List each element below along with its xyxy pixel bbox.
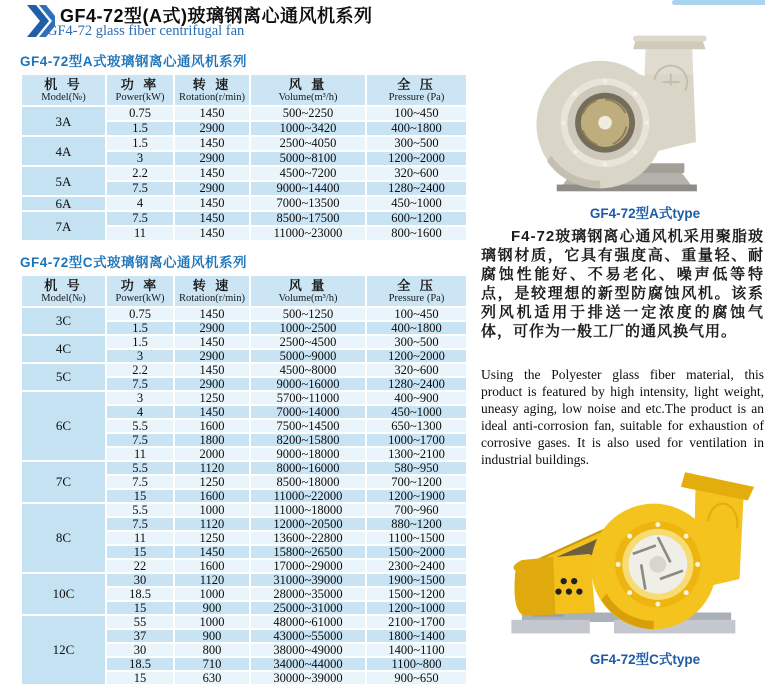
value-cell: 1000~1700 (366, 433, 467, 447)
value-cell: 1450 (174, 545, 250, 559)
value-cell: 1200~2000 (366, 349, 467, 363)
value-cell: 11000~18000 (250, 503, 366, 517)
value-cell: 2500~4500 (250, 335, 366, 349)
value-cell: 630 (174, 671, 250, 685)
table-row (21, 391, 467, 405)
value-cell: 4 (106, 405, 174, 419)
table-row (21, 461, 467, 475)
table-a-title: GF4-72型A式玻璃钢离心通风机系列 (20, 54, 248, 69)
value-cell: 38000~49000 (250, 643, 366, 657)
spec-tables-column (20, 50, 466, 686)
value-cell: 1200~1900 (366, 489, 467, 503)
value-cell: 300~500 (366, 136, 467, 151)
model-cell: 5A (21, 166, 106, 196)
table-row (21, 615, 467, 629)
value-cell: 1250 (174, 475, 250, 489)
value-cell: 1500~2000 (366, 545, 467, 559)
value-cell: 25000~31000 (250, 601, 366, 615)
value-cell: 5.5 (106, 503, 174, 517)
value-cell: 100~450 (366, 106, 467, 121)
column-header: 全 压 Pressure (Pa) (366, 74, 467, 106)
value-cell: 9000~16000 (250, 377, 366, 391)
value-cell: 320~600 (366, 166, 467, 181)
value-cell: 2900 (174, 151, 250, 166)
value-cell: 1450 (174, 226, 250, 241)
column-header: 功 率 Power(kW) (106, 74, 174, 106)
column-header: 机 号 Model(№) (21, 275, 106, 307)
value-cell: 450~1000 (366, 405, 467, 419)
fan-a-image (478, 26, 765, 200)
value-cell: 500~1250 (250, 307, 366, 321)
value-cell: 880~1200 (366, 517, 467, 531)
value-cell: 320~600 (366, 363, 467, 377)
description-chinese: F4-72玻璃钢离心通风机采用聚脂玻璃钢材质，它具有强度高、重量轻、耐腐蚀性能好、不易老化、噪声低等特点，是较理想的新型防腐蚀风机。该系列风机适用于排送一定浓度的腐蚀气体，可作为一般工厂的通风换气用。 (481, 228, 764, 340)
value-cell: 400~1800 (366, 121, 467, 136)
value-cell: 1200~2000 (366, 151, 467, 166)
value-cell: 2900 (174, 181, 250, 196)
value-cell: 2100~1700 (366, 615, 467, 629)
value-cell: 3 (106, 151, 174, 166)
value-cell: 1450 (174, 363, 250, 377)
column-header: 机 号 Model(№) (21, 74, 106, 106)
value-cell: 2900 (174, 349, 250, 363)
value-cell: 800~1600 (366, 226, 467, 241)
value-cell: 1450 (174, 166, 250, 181)
value-cell: 34000~44000 (250, 657, 366, 671)
value-cell: 7.5 (106, 181, 174, 196)
column-header: 转 速 Rotation(r/min) (174, 275, 250, 307)
value-cell: 1800 (174, 433, 250, 447)
model-cell: 6C (21, 391, 106, 461)
value-cell: 18.5 (106, 587, 174, 601)
value-cell: 5000~8100 (250, 151, 366, 166)
value-cell: 8500~17500 (250, 211, 366, 226)
table-row (21, 503, 467, 517)
page-title: GF4-72型(A式)玻璃钢离心通风机系列 (60, 6, 373, 26)
fan-c-caption: GF4-72型C式type (589, 652, 701, 667)
value-cell: 1450 (174, 335, 250, 349)
value-cell: 2300~2400 (366, 559, 467, 573)
value-cell: 1250 (174, 391, 250, 405)
column-header: 全 压 Pressure (Pa) (366, 275, 467, 307)
value-cell: 0.75 (106, 106, 174, 121)
model-cell: 10C (21, 573, 106, 615)
value-cell: 11 (106, 226, 174, 241)
value-cell: 900~650 (366, 671, 467, 685)
value-cell: 1200~1000 (366, 601, 467, 615)
value-cell: 580~950 (366, 461, 467, 475)
model-cell: 7A (21, 211, 106, 241)
value-cell: 12000~20500 (250, 517, 366, 531)
value-cell: 11 (106, 531, 174, 545)
value-cell: 710 (174, 657, 250, 671)
table-row (21, 307, 467, 321)
model-cell: 6A (21, 196, 106, 211)
value-cell: 0.75 (106, 307, 174, 321)
table-row (21, 363, 467, 377)
value-cell: 300~500 (366, 335, 467, 349)
value-cell: 1280~2400 (366, 377, 467, 391)
value-cell: 15800~26500 (250, 545, 366, 559)
table-row (21, 166, 467, 181)
value-cell: 700~1200 (366, 475, 467, 489)
value-cell: 600~1200 (366, 211, 467, 226)
value-cell: 1450 (174, 106, 250, 121)
value-cell: 1450 (174, 211, 250, 226)
table-row (21, 335, 467, 349)
value-cell: 4500~8000 (250, 363, 366, 377)
table-row (21, 106, 467, 121)
value-cell: 1100~800 (366, 657, 467, 671)
top-right-decor-bar (672, 0, 765, 5)
value-cell: 2.2 (106, 363, 174, 377)
table-row (21, 573, 467, 587)
value-cell: 3 (106, 391, 174, 405)
value-cell: 5.5 (106, 419, 174, 433)
value-cell: 4500~7200 (250, 166, 366, 181)
value-cell: 1400~1100 (366, 643, 467, 657)
table-c-title: GF4-72型C式玻璃钢离心通风机系列 (20, 255, 248, 270)
value-cell: 8500~18000 (250, 475, 366, 489)
value-cell: 18.5 (106, 657, 174, 671)
table-row (21, 136, 467, 151)
value-cell: 1600 (174, 489, 250, 503)
value-cell: 900 (174, 629, 250, 643)
value-cell: 8000~16000 (250, 461, 366, 475)
model-cell: 3A (21, 106, 106, 136)
value-cell: 13600~22800 (250, 531, 366, 545)
value-cell: 2900 (174, 321, 250, 335)
value-cell: 5.5 (106, 461, 174, 475)
value-cell: 28000~35000 (250, 587, 366, 601)
value-cell: 4 (106, 196, 174, 211)
value-cell: 15 (106, 545, 174, 559)
value-cell: 2.2 (106, 166, 174, 181)
value-cell: 11000~22000 (250, 489, 366, 503)
value-cell: 1500~1200 (366, 587, 467, 601)
value-cell: 1120 (174, 573, 250, 587)
value-cell: 1280~2400 (366, 181, 467, 196)
description-english: Using the Polyester glass fiber material, this product is featured by high intensity, light weight, uneasy aging, low noise and etc.The product is an ideal anti-corrosion fan, suitable for exhaustion of corrosive gases. It is also used for ventilation in industrial buildings. (481, 367, 764, 467)
column-header: 风 量 Volume(m³/h) (250, 275, 366, 307)
value-cell: 500~2250 (250, 106, 366, 121)
model-cell: 3C (21, 307, 106, 335)
value-cell: 17000~29000 (250, 559, 366, 573)
fan-c-image (488, 466, 765, 646)
value-cell: 1000 (174, 587, 250, 601)
value-cell: 11 (106, 447, 174, 461)
value-cell: 48000~61000 (250, 615, 366, 629)
value-cell: 7.5 (106, 377, 174, 391)
value-cell: 43000~55000 (250, 629, 366, 643)
model-cell: 5C (21, 363, 106, 391)
value-cell: 1600 (174, 419, 250, 433)
value-cell: 11000~23000 (250, 226, 366, 241)
value-cell: 2900 (174, 121, 250, 136)
value-cell: 3 (106, 349, 174, 363)
column-header: 转 速 Rotation(r/min) (174, 74, 250, 106)
value-cell: 1450 (174, 196, 250, 211)
value-cell: 22 (106, 559, 174, 573)
value-cell: 1300~2100 (366, 447, 467, 461)
value-cell: 1.5 (106, 321, 174, 335)
value-cell: 30 (106, 643, 174, 657)
value-cell: 7.5 (106, 475, 174, 489)
fan-a-caption: GF4-72型A式type (589, 206, 701, 221)
value-cell: 31000~39000 (250, 573, 366, 587)
value-cell: 55 (106, 615, 174, 629)
table-row (21, 211, 467, 226)
value-cell: 1.5 (106, 136, 174, 151)
value-cell: 800 (174, 643, 250, 657)
value-cell: 900 (174, 601, 250, 615)
value-cell: 1000 (174, 615, 250, 629)
value-cell: 2900 (174, 377, 250, 391)
value-cell: 7500~14500 (250, 419, 366, 433)
model-cell: 4C (21, 335, 106, 363)
model-cell: 7C (21, 461, 106, 503)
table-c (20, 274, 468, 686)
value-cell: 1.5 (106, 121, 174, 136)
value-cell: 1120 (174, 517, 250, 531)
value-cell: 15 (106, 489, 174, 503)
value-cell: 7.5 (106, 211, 174, 226)
value-cell: 1100~1500 (366, 531, 467, 545)
value-cell: 15 (106, 671, 174, 685)
value-cell: 1450 (174, 136, 250, 151)
value-cell: 15 (106, 601, 174, 615)
value-cell: 700~960 (366, 503, 467, 517)
value-cell: 450~1000 (366, 196, 467, 211)
value-cell: 1000 (174, 503, 250, 517)
value-cell: 2000 (174, 447, 250, 461)
value-cell: 1000~3420 (250, 121, 366, 136)
value-cell: 400~1800 (366, 321, 467, 335)
value-cell: 30000~39000 (250, 671, 366, 685)
column-header: 风 量 Volume(m³/h) (250, 74, 366, 106)
value-cell: 1250 (174, 531, 250, 545)
model-cell: 8C (21, 503, 106, 573)
table-a (20, 73, 468, 242)
value-cell: 1450 (174, 307, 250, 321)
value-cell: 7000~14000 (250, 405, 366, 419)
value-cell: 1.5 (106, 335, 174, 349)
value-cell: 9000~14400 (250, 181, 366, 196)
value-cell: 400~900 (366, 391, 467, 405)
value-cell: 5000~9000 (250, 349, 366, 363)
table-row (21, 196, 467, 211)
value-cell: 650~1300 (366, 419, 467, 433)
value-cell: 1600 (174, 559, 250, 573)
value-cell: 37 (106, 629, 174, 643)
value-cell: 100~450 (366, 307, 467, 321)
value-cell: 1450 (174, 405, 250, 419)
table-c-header-row (21, 275, 467, 307)
value-cell: 30 (106, 573, 174, 587)
table-a-header-row (21, 74, 467, 106)
value-cell: 2500~4050 (250, 136, 366, 151)
value-cell: 1900~1500 (366, 573, 467, 587)
model-cell: 12C (21, 615, 106, 685)
value-cell: 5700~11000 (250, 391, 366, 405)
value-cell: 1800~1400 (366, 629, 467, 643)
value-cell: 7000~13500 (250, 196, 366, 211)
value-cell: 1120 (174, 461, 250, 475)
value-cell: 8200~15800 (250, 433, 366, 447)
value-cell: 9000~18000 (250, 447, 366, 461)
value-cell: 7.5 (106, 433, 174, 447)
column-header: 功 率 Power(kW) (106, 275, 174, 307)
model-cell: 4A (21, 136, 106, 166)
value-cell: 7.5 (106, 517, 174, 531)
page-subtitle: GF4-72 glass fiber centrifugal fan (47, 23, 245, 39)
value-cell: 1000~2500 (250, 321, 366, 335)
